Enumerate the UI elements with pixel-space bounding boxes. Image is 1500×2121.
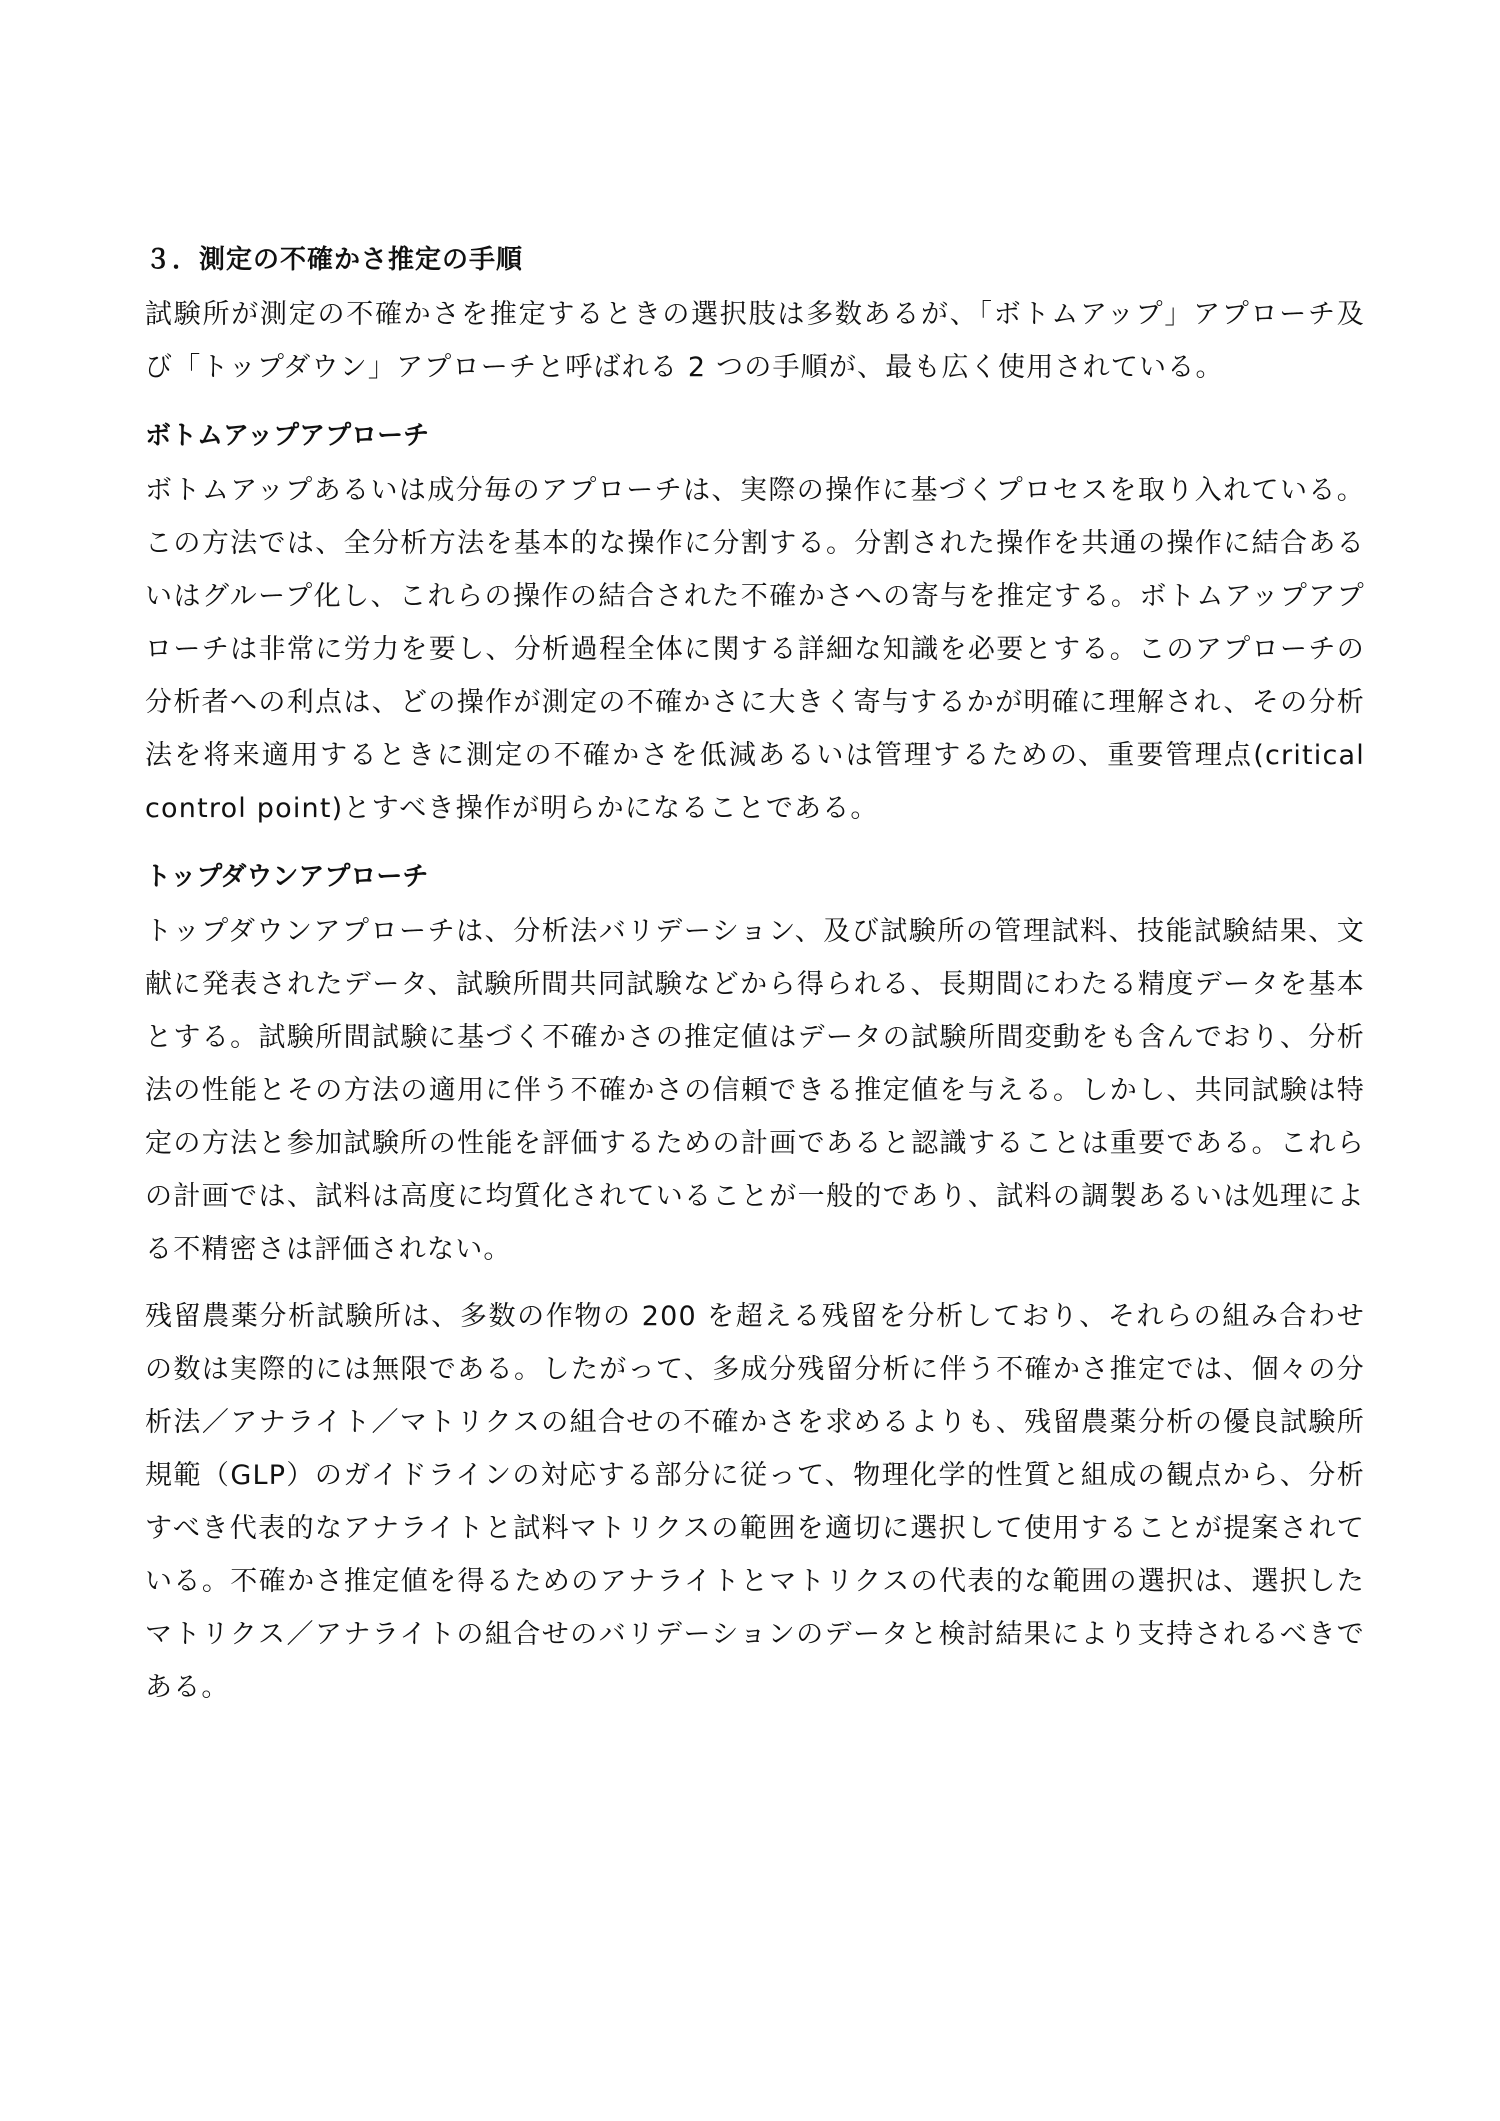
- top-down-heading: トップダウンアプローチ: [145, 862, 429, 892]
- top-down-paragraph: トップダウンアプローチは、分析法バリデーション、及び試験所の管理試料、技能試験結果、文献に発表されたデータ、試験所間共同試験などから得られる、長期間にわたる精度データを基本とする。試験所間試験に基づく不確かさの推定値はデータの試験所間変動をも含んでおり、分析法の性能とその方法の適用に伴う不確かさの信頼できる推定値を与える。しかし、共同試験は特定の方法と参加試験所の性能を評価するための計画であると認識することは重要である。これらの計画では、試料は高度に均質化されていることが一般的であり、試料の調製あるいは処理による不精密さは評価されない。: [145, 916, 1365, 1265]
- bottom-up-paragraph: ボトムアップあるいは成分毎のアプローチは、実際の操作に基づくプロセスを取り入れている。この方法では、全分析方法を基本的な操作に分割する。分割された操作を共通の操作に結合あるいはグループ化し、これらの操作の結合された不確かさへの寄与を推定する。ボトムアップアプローチは非常に労力を要し、分析過程全体に関する詳細な知識を必要とする。このアプローチの分析者への利点は、どの操作が測定の不確かさに大きく寄与するかが明確に理解され、その分析法を将来適用するときに測定の不確かさを低減あるいは管理するための、重要管理点(critical control point)とすべき操作が明らかになることである。: [145, 475, 1365, 824]
- residue-paragraph: 残留農薬分析試験所は、多数の作物の 200 を超える残留を分析しており、それらの組み合わせの数は実際的には無限である。したがって、多成分残留分析に伴う不確かさ推定では、個々の分析法／アナライト／マトリクスの組合せの不確かさを求めるよりも、残留農薬分析の優良試験所規範（GLP）のガイドラインの対応する部分に従って、物理化学的性質と組成の観点から、分析すべき代表的なアナライトと試料マトリクスの範囲を適切に選択して使用することが提案されている。不確かさ推定値を得るためのアナライトとマトリクスの代表的な範囲の選択は、選択したマトリクス／アナライトの組合せのバリデーションのデータと検討結果により支持されるべきである。: [145, 1301, 1365, 1703]
- document-body: [145, 232, 1365, 1714]
- bottom-up-heading: ボトムアップアプローチ: [145, 421, 430, 451]
- intro-paragraph: 試験所が測定の不確かさを推定するときの選択肢は多数あるが、「ボトムアップ」アプローチ及び「トップダウン」アプローチと呼ばれる 2 つの手順が、最も広く使用されている。: [145, 299, 1365, 383]
- section-title: ３．測定の不確かさ推定の手順: [145, 245, 524, 275]
